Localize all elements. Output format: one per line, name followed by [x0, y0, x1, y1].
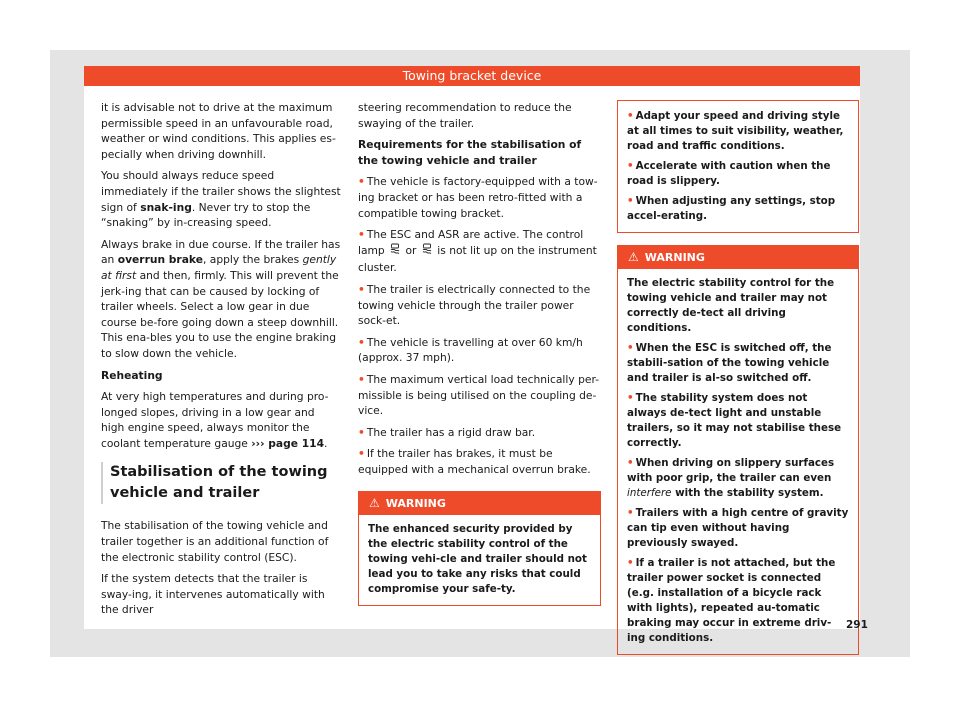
warning-label: WARNING [385, 497, 446, 511]
text: When the ESC is switched off, the stabili-sation of the towing vehicle and trailer is al-so switched off. [627, 342, 832, 384]
warning-header [618, 246, 858, 269]
bullet-icon: • [358, 175, 365, 189]
bullet-icon: • [358, 335, 365, 349]
warning-text: The enhanced security provided by the electric stability control of the towing vehi-cle and trailer should not lead you to take any risks that could compromise your safe-ty. [368, 523, 587, 596]
bullet-icon: • [627, 110, 634, 122]
list-item [358, 174, 601, 221]
warning-triangle-icon: ⚠ [628, 250, 639, 264]
warning-intro: The electric stability control for the towing vehicle and trailer may not correctly de-tect all driving conditions. [627, 277, 835, 334]
text: Accelerate with caution when the road is slippery. [627, 160, 831, 187]
bullet-icon: • [627, 507, 634, 519]
list-item [627, 194, 849, 224]
text: and then, firmly. This will prevent the jerk-ing that can be caused by locking of trailer wheels. Select a low gear in due course be-fore going down a steep downhill. This ena-bles you to use the engine braking to slow down the vehicle. [101, 268, 339, 360]
text: Trailers with a high centre of gravity can tip even without having previously swayed. [627, 507, 849, 549]
paragraph [101, 237, 341, 362]
bullet-icon: • [627, 342, 634, 354]
text: The trailer has a rigid draw bar. [366, 425, 536, 439]
warning-box [617, 245, 859, 655]
paragraph: steering recommendation to reduce the swaying of the trailer. [358, 101, 572, 130]
paragraph: If the system detects that the trailer is sway-ing, it intervenes automatically with the driver [101, 572, 325, 617]
paragraph [101, 389, 341, 451]
bullet-icon: • [358, 447, 365, 461]
emphasis: overrun brake [117, 253, 203, 267]
text: with the stability system. [671, 487, 824, 499]
text: , apply the brakes [202, 253, 303, 267]
text: The stability system does not always de-tect light and unstable trailers, so it may not stabilise these correctly. [627, 392, 842, 449]
text: At very high temperatures and during pro-longed slopes, driving in a low gear and high engine speed, always monitor the coolant temperature gauge [101, 390, 329, 450]
text: . Never try to stop the “snaking” by in-creasing speed. [101, 200, 311, 230]
paragraph: it is advisable not to drive at the maximum permissible speed in an unfavourable road, weather or wind conditions. This applies es-pecially when driving downhill. [101, 101, 336, 161]
list-item [627, 506, 849, 551]
text: Adapt your speed and driving style at all times to suit visibility, weather, road and traffic conditions. [627, 110, 844, 152]
text: The vehicle is travelling at over 60 km/h (approx. 37 mph). [358, 335, 583, 365]
warning-label: WARNING [644, 251, 705, 264]
bullet-icon: • [358, 282, 365, 296]
bullet-icon: • [358, 228, 365, 242]
subheading-requirements: Requirements for the stabilisation of the towing vehicle and trailer [358, 138, 582, 167]
esc-lamp-icon [390, 243, 400, 261]
italic-text: interfere [627, 487, 672, 499]
list-item [358, 425, 601, 441]
warning-box [358, 491, 601, 606]
column-2 [358, 100, 601, 606]
text: You should always reduce speed immediately if the trailer shows the slightest sign of [101, 169, 341, 214]
text: If the trailer has brakes, it must be equipped with a mechanical overrun brake. [358, 447, 591, 476]
bullet-icon: • [627, 557, 634, 569]
list-item [358, 446, 601, 477]
subheading-reheating: Reheating [101, 368, 163, 382]
warning-header [359, 492, 600, 515]
list-item [627, 341, 849, 386]
list-item [627, 456, 849, 501]
bullet-icon: • [627, 195, 634, 207]
text: Always brake in due course. If the trailer has an [101, 237, 341, 267]
bullet-icon: • [627, 160, 634, 172]
warning-triangle-icon: ⚠ [369, 496, 380, 511]
esc-off-lamp-icon [422, 243, 432, 261]
list-item [627, 391, 849, 451]
text: or [402, 243, 420, 257]
page-header: Towing bracket device [84, 66, 860, 86]
column-1 [101, 100, 341, 624]
page-number: 291 [846, 619, 868, 631]
paragraph [101, 168, 341, 230]
bullet-icon: • [627, 392, 634, 404]
column-3 [617, 100, 859, 655]
list-item [627, 109, 849, 154]
text: When driving on slippery surfaces with poor grip, the trailer can even [627, 457, 835, 484]
text: If a trailer is not attached, but the trailer power socket is connected (e.g. installation of a bicycle rack with lights), repeated au-tomatic braking may occur in extreme driv-ing conditions. [627, 557, 836, 644]
bullet-icon: • [358, 425, 365, 439]
text: The trailer is electrically connected to the towing vehicle through the trailer power sock-et. [358, 282, 591, 328]
list-item [627, 159, 849, 189]
list-item [358, 227, 601, 276]
italic-text: gently at first [101, 253, 337, 282]
emphasis: snak-ing [140, 200, 192, 214]
caution-box [617, 100, 859, 233]
list-item [627, 556, 849, 646]
paragraph: The stabilisation of the towing vehicle and trailer together is an additional function of the electronic stability control (ESC). [101, 519, 329, 564]
bullet-icon: • [627, 457, 634, 469]
list-item [358, 282, 601, 329]
bullet-icon: • [358, 372, 365, 386]
text: The ESC and ASR are active. The control lamp [358, 228, 584, 257]
text: . [324, 436, 328, 450]
text: The maximum vertical load technically per-missible is being utilised on the coupling de-vice. [358, 372, 600, 418]
page-reference-link[interactable]: ››› page 114 [251, 436, 325, 450]
list-item [358, 372, 601, 419]
section-title: Stabilisation of the towing vehicle and trailer [101, 462, 341, 504]
text: is not lit up on the instrument cluster. [358, 243, 597, 275]
text: When adjusting any settings, stop accel-erating. [627, 195, 836, 222]
list-item [358, 335, 601, 366]
text: The vehicle is factory-equipped with a tow-ing bracket or has been retro-fitted with a compatible towing bracket. [358, 175, 598, 220]
